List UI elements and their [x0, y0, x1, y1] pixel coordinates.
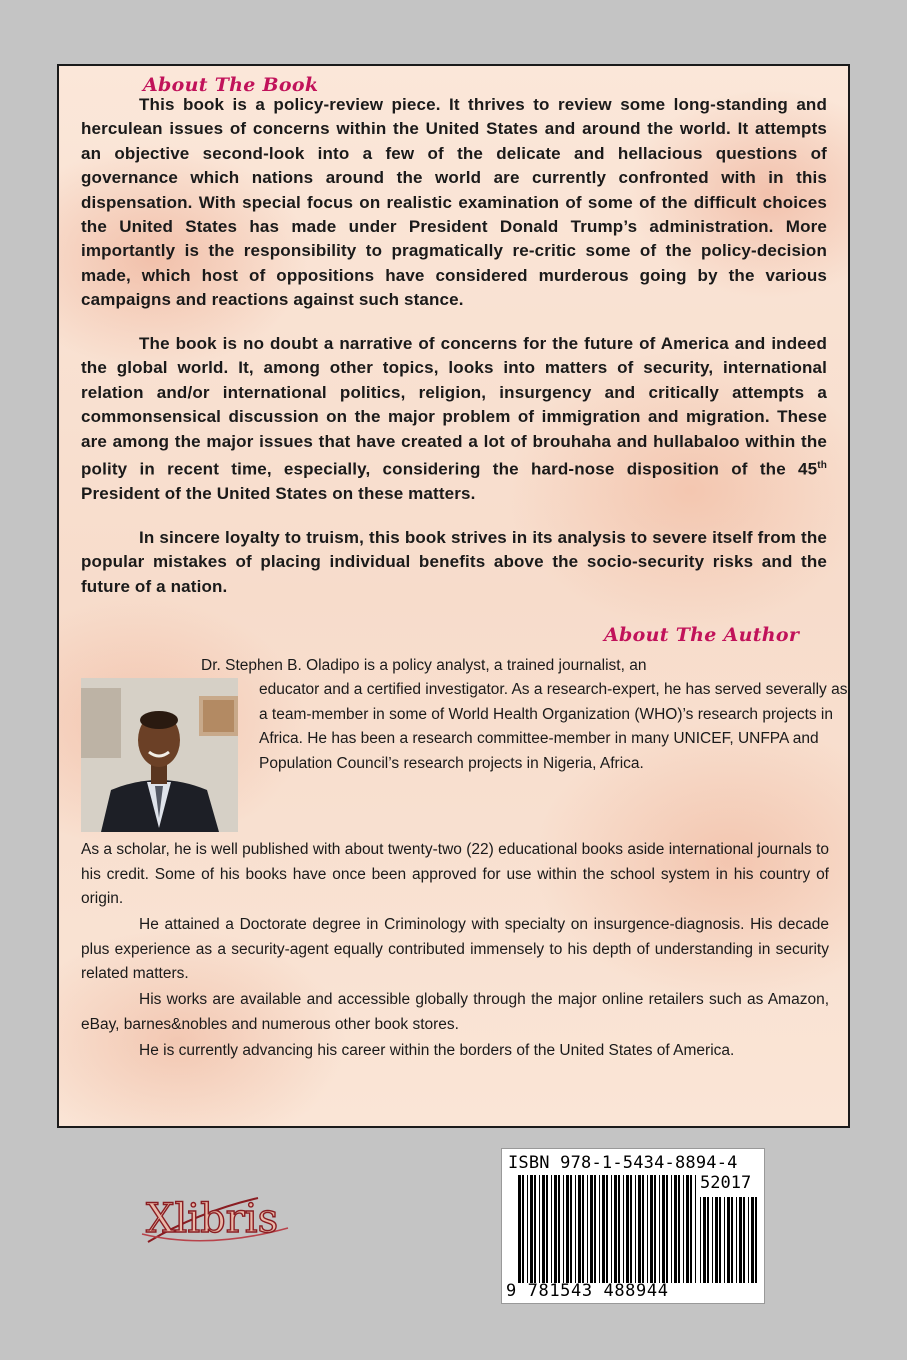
author-photo — [81, 678, 238, 832]
barcode-bar — [630, 1175, 632, 1283]
barcode-bar — [662, 1175, 665, 1283]
barcode-bar — [683, 1175, 684, 1283]
paragraph-text: The book is no doubt a narrative of concerns for the future of America and indeed the global world. It, among other topics, looks into matters of security, international relation and/or international politics, religion, insurgency and critically attempts a commonsensical discussion on the major problem of immigration and migration. These are among the major issues that have created a lot of brouhaha and hullabaloo within the polity in recent time, especially, considering the hard-nose disposition of the 45 — [81, 334, 827, 479]
barcode-bar — [546, 1175, 548, 1283]
barcode-bar — [647, 1175, 648, 1283]
barcode-bar — [642, 1175, 644, 1283]
barcode-bar — [606, 1175, 608, 1283]
barcode-bar — [635, 1175, 636, 1283]
barcode-bar — [666, 1175, 668, 1283]
barcode-bar — [727, 1197, 730, 1283]
barcode-bar — [743, 1197, 745, 1283]
about-author-heading: About The Author — [604, 624, 800, 646]
barcode-bar — [739, 1197, 742, 1283]
barcode-bar — [736, 1197, 737, 1283]
barcode-bar — [570, 1175, 572, 1283]
price-barcode-bars — [700, 1197, 758, 1283]
barcode-bar — [715, 1197, 718, 1283]
about-author-paragraph: educator and a certified investigator. As a research-expert, he has served severally as a team-member in some of World Health Organization (WHO)’s research projects in Africa. He has been a research committee-member in many UNICEF, UNFPA and Population Council’s research projects in Nigeria, Africa. — [259, 681, 848, 772]
barcode-bar — [566, 1175, 569, 1283]
barcode-bar — [611, 1175, 612, 1283]
barcode-bar — [700, 1197, 701, 1283]
ean-digits: 9 781543 488944 — [506, 1281, 669, 1301]
barcode-bar — [623, 1175, 624, 1283]
isbn-number: ISBN 978-1-5434-8894-4 — [508, 1153, 738, 1173]
barcode-bar — [563, 1175, 564, 1283]
barcode-bar — [654, 1175, 656, 1283]
barcode-bar — [638, 1175, 641, 1283]
barcode-bar — [602, 1175, 605, 1283]
barcode-bar — [599, 1175, 600, 1283]
about-author-paragraph: He is currently advancing his career within the borders of the United States of America. — [139, 1042, 735, 1059]
barcode-bar — [614, 1175, 617, 1283]
barcode-bar — [703, 1197, 706, 1283]
price-code: 52017 — [700, 1173, 752, 1193]
barcode-bar — [582, 1175, 584, 1283]
barcode-bar — [575, 1175, 576, 1283]
about-book-heading: About The Book — [143, 74, 319, 96]
barcode-bar — [618, 1175, 620, 1283]
barcode-bar — [712, 1197, 713, 1283]
barcode-bar — [671, 1175, 672, 1283]
barcode-bar — [587, 1175, 588, 1283]
barcode-bar — [678, 1175, 680, 1283]
about-author-paragraph: As a scholar, he is well published with about twenty-two (22) educational books aside international journals to his credit. Some of his books have once been approved for use within the school system in his country of origin. — [81, 841, 829, 907]
barcode-bar — [626, 1175, 629, 1283]
barcode-bar — [751, 1197, 754, 1283]
publisher-name: Xlibris — [146, 1196, 279, 1242]
barcode-bar — [530, 1175, 533, 1283]
isbn-barcode — [501, 1148, 765, 1304]
barcode-bar — [724, 1197, 725, 1283]
barcode-bar — [731, 1197, 733, 1283]
barcode-bar — [594, 1175, 596, 1283]
about-author-paragraph: Dr. Stephen B. Oladipo is a policy analyst, a trained journalist, an — [201, 657, 647, 674]
superscript: th — [817, 460, 827, 472]
barcode-bar — [590, 1175, 593, 1283]
barcode-bar — [674, 1175, 677, 1283]
barcode-bar — [539, 1175, 540, 1283]
barcode-bar — [558, 1175, 560, 1283]
barcode-bar — [695, 1175, 696, 1283]
barcode-bar — [748, 1197, 749, 1283]
barcode-bar — [578, 1175, 581, 1283]
barcode-bar — [659, 1175, 660, 1283]
barcode-bar — [551, 1175, 552, 1283]
back-cover-panel — [57, 64, 850, 1128]
barcode-bar — [707, 1197, 709, 1283]
barcode-bar — [686, 1175, 689, 1283]
about-book-paragraph: This book is a policy-review piece. It thrives to review some long-standing and herculean issues of concerns within the United States and around the world. It attempts an objective second-look into a few of the delicate and hellacious questions of governance which nations around the world are currently confronted with in this dispensation. With special focus on realistic examination of some of the difficult choices the United States has made under President Donald Trump’s administration. More importantly is the responsibility to pragmatically re-critic some of the policy-decision made, which host of oppositions have considered murderous going by the various campaigns and reactions against such stance. — [81, 95, 827, 310]
barcode-bar — [534, 1175, 536, 1283]
about-book-paragraph: In sincere loyalty to truism, this book strives in its analysis to severe itself from the popular mistakes of placing individual benefits above the socio-security risks and the future of a nation. — [81, 528, 827, 596]
barcode-bar — [755, 1197, 757, 1283]
paragraph-text: President of the United States on these matters. — [81, 484, 476, 504]
barcode-bar — [719, 1197, 721, 1283]
barcode-bar — [518, 1175, 521, 1283]
barcode-bar — [690, 1175, 692, 1283]
barcode-bars — [518, 1175, 698, 1283]
about-author-paragraph: He attained a Doctorate degree in Criminology with specialty on insurgence-diagnosis. His decade plus experience as a security-agent equally contributed immensely to his depth of understanding in security related matters. — [81, 916, 829, 982]
barcode-bar — [650, 1175, 653, 1283]
about-book-paragraph — [81, 332, 827, 507]
about-author-paragraph: His works are available and accessible globally through the major online retailers such as Amazon, eBay, barnes&nobles and numerous other book stores. — [81, 991, 829, 1033]
barcode-bar — [527, 1175, 528, 1283]
barcode-bar — [542, 1175, 545, 1283]
barcode-bar — [522, 1175, 524, 1283]
barcode-bar — [554, 1175, 557, 1283]
